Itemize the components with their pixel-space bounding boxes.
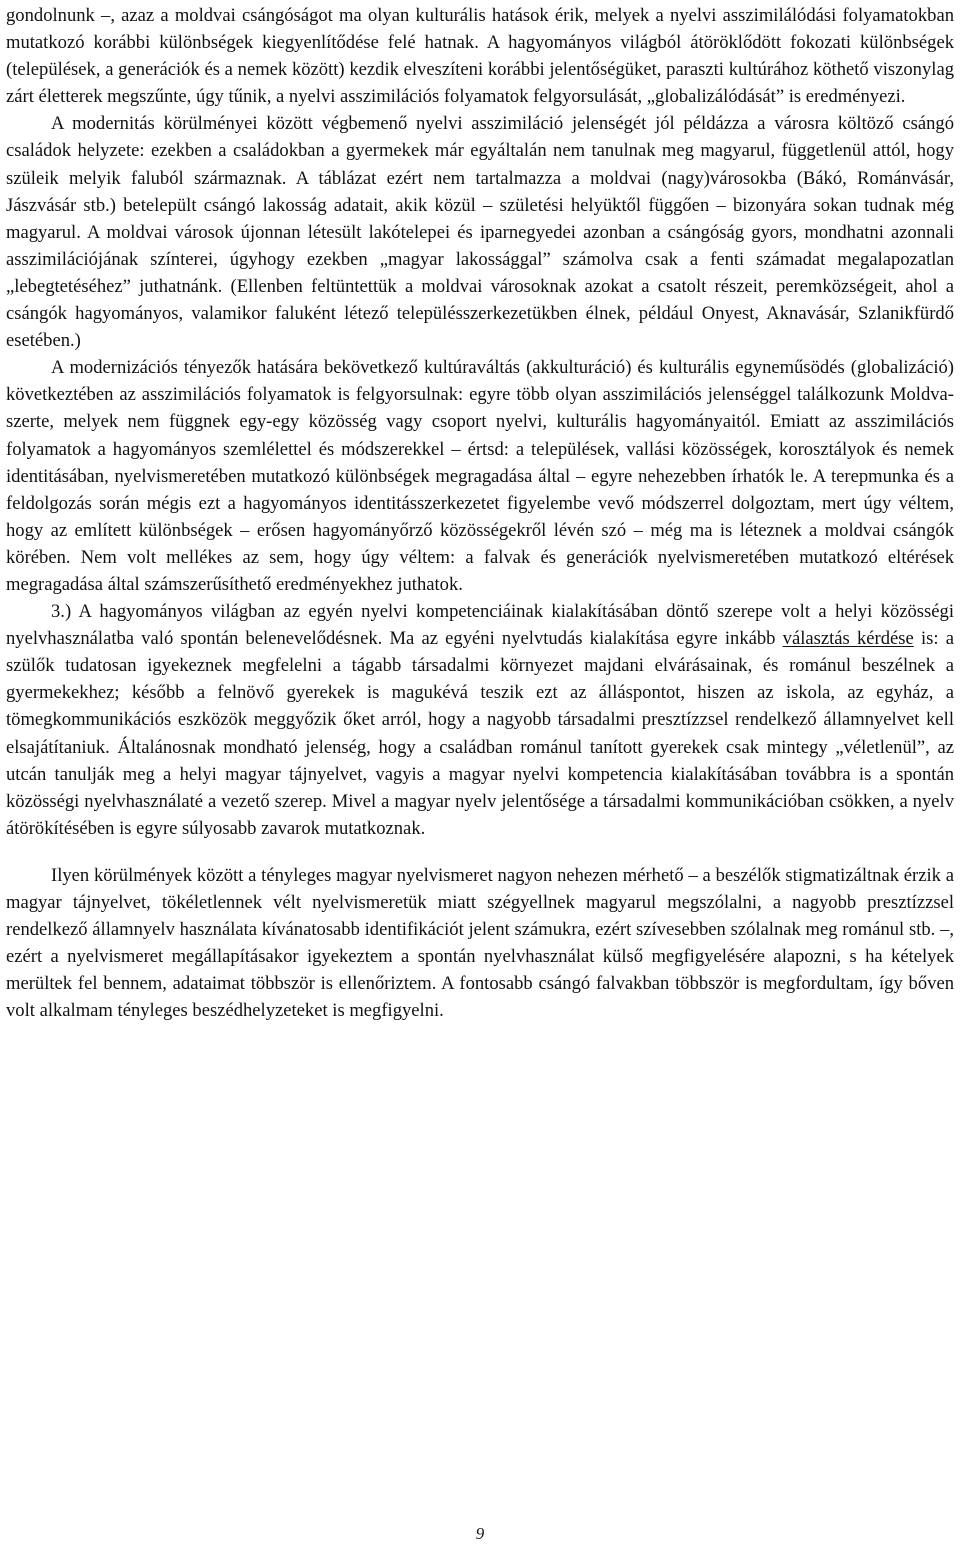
paragraph-1: gondolnunk –, azaz a moldvai csángóságot ma olyan kulturális hatások érik, melyek a nyelvi asszimilálódási folyamatokban mutatkozó korábbi különbségek kiegyenlítődése felé hatnak. A hagyományos világból átöröklődött fokozati különbségek (települések, a generációk és a nemek között) kezdik elveszíteni korábbi jelentőségüket, paraszti kultúrához köthető viszonylag zárt életterek megszűnte, úgy tűnik, a nyelvi asszimilációs folyamatok felgyorsulását, „globalizálódását” is eredményezi. bbox=[6, 5, 954, 108]
underlined-phrase: választás kérdése bbox=[782, 628, 914, 650]
page-number: 9 bbox=[475, 1524, 485, 1543]
paragraph-4 bbox=[6, 598, 954, 842]
paragraph-5: Ilyen körülmények között a tényleges magyar nyelvismeret nagyon nehezen mérhető – a beszélők stigmatizáltnak érzik a magyar tájnyelvet, tökéletlennek vélt nyelvismeretük miatt szégyellnek magyarul megszólalni, a nagyobb presztízzsel rendelkező államnyelv használata kívánatosabb identifikációt jelent számukra, ezért szívesebben szólalnak meg románul stb. –, ezért a nyelvismeret megállapításakor igyekeztem a spontán nyelvhasználat külső megfigyelésére alapozni, s ha kételyek merültek fel bennem, adataimat többször is ellenőriztem. A fontosabb csángó falvakban többször is megfordultam, így bőven volt alkalmam tényleges beszédhelyzeteket is megfigyelni. bbox=[6, 864, 954, 1022]
paragraph-2: A modernitás körülményei között végbemenő nyelvi asszimiláció jelenségét jól példázza a városra költöző csángó családok helyzete: ezekben a családokban a gyermekek már egyáltalán nem tanulnak meg magyarul, függetlenül attól, hogy szüleik melyik faluból származnak. A táblázat ezért nem tartalmazza a moldvai (nagy)városokba (Bákó, Románvásár, Jászvásár stb.) betelepült csángó lakosság adatait, akik közül – születési helyüktől függően – bizonyára sokan tudnak még magyarul. A moldvai városok újonnan létesült lakótelepei és iparnegyedei azonban a csángóság gyors, mondhatni azonnali asszimilációjának színterei, úgyhogy ezekben „magyar lakossággal” számolva csak a fenti számadat megalapozatlan „lebegtetéséhez” juthatnánk. (Ellenben feltüntettük a moldvai városoknak azokat a csatolt részeit, peremközségeit, ahol a csángók hagyományos, valamikor faluként létező településszerkezetükben élnek, például Onyest, Aknavásár, Szlanikfürdő esetében.) bbox=[6, 113, 954, 352]
paragraph-3: A modernizációs tényezők hatására bekövetkező kultúraváltás (akkulturáció) és kulturális egyneműsödés (globalizáció) következtében az asszimilációs folyamatok is felgyorsulnak: egyre több olyan asszimilációs jelenséggel találkozunk Moldva-szerte, melyek nem függnek egy-egy közösség vagy csoport nyelvi, kulturális hagyományaitól. Emiatt az asszimilációs folyamatok a hagyományos szemlélettel és módszerekkel – értsd: a települések, vallási közösségek, korosztályok és nemek identitásában, nyelvismeretében mutatkozó különbségek megragadása által – egyre nehezebben írhatók le. A terepmunka és a feldolgozás során mégis ezt a hagyományos identitásszerkezetet figyelembe vevő módszerrel dolgoztam, mert úgy véltem, hogy az említett különbségek – erősen hagyományőrző közösségekről lévén szó – még ma is léteznek a moldvai csángók körében. Nem volt mellékes az sem, hogy úgy véltem: a falvak és generációk nyelvismeretében mutatkozó eltérések megragadása által számszerűsíthető eredményekhez juthatok. bbox=[6, 357, 954, 595]
text-body bbox=[6, 2, 954, 1024]
paragraph-4-text-after: is: a szülők tudatosan igyekeznek megfelelni a tágabb társadalmi környezet majdani elvárásainak, és románul beszélnek a gyermekekhez; később a felnövő gyerekek is magukévá teszik ezt az álláspontot, hiszen az iskola, az egyház, a tömegkommunikációs eszközök meggyőzik őket arról, hogy a nagyobb társadalmi presztízzsel rendelkező államnyelvet kell elsajátítaniuk. Általánosnak mondható jelenség, hogy a családban románul tanított gyerekek csak mintegy „véletlenül”, az utcán tanulják meg a helyi magyar tájnyelvet, vagyis a magyar nyelvi kompetencia kialakításában továbbra is a spontán közösségi nyelvhasználaté a vezető szerep. Mivel a magyar nyelv jelentősége a társadalmi kommunikációban csökken, a nyelv átörökítésében is egyre súlyosabb zavarok mutatkoznak. bbox=[6, 628, 954, 839]
paragraph-4-text-before: 3.) A hagyományos világban az egyén nyelvi kompetenciáinak kialakításában döntő szerepe volt a helyi közösségi nyelvhasználatba való spontán belenevelődésnek. Ma az egyéni nyelvtudás kialakítása egyre inkább bbox=[6, 601, 954, 650]
